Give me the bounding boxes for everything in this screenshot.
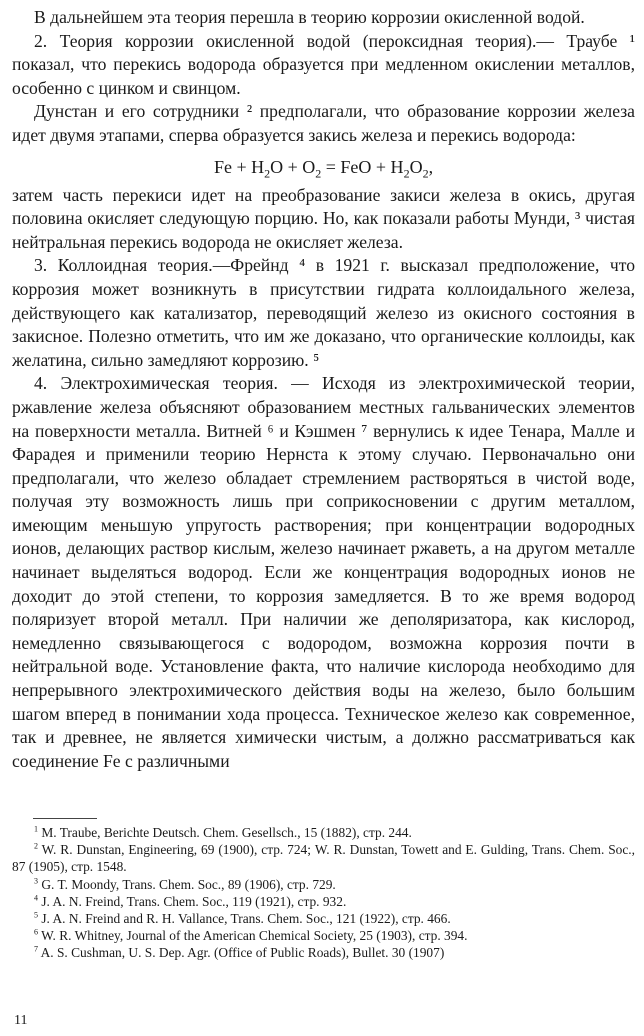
page-number: 11 [14, 1013, 28, 1028]
paragraph-electrochemical-theory: 4. Электрохимическая теория. — Исходя из электрохимической теории, ржавление железа объясняют образованием местных гальванических элементов на поверхности металла. Витней ⁶ и Кэшмен ⁷ вернулись к идее Тенара, Малле и Фарадея и применили теорию Нернста к этому случаю. Первоначально они предполагали, что железо обладает стремлением растворяться в чистой воде, получая эту возможность лишь при соприкосновении с другим металлом, имеющим меньшую упругость растворения; при концентрации водородных ионов, делающих раствор кислым, железо начинает ржаветь, а на другом металле начинает выделяться водород. Если же концентрация водородных ионов не доходит до этой степени, то коррозия замедляется. В то же время водород поляризует второй металл. При наличии же деполяризатора, как кислород, немедленно связывающегося с водородом, возможна коррозия почти в нейтральной воде. Установление факта, что наличие кислорода необходимо для непрерывного электрохимического действия воды на железо, было большим шагом вперед в понимании хода процесса. Техническое железо как современное, так и древнее, не является химически чистым, а должно рассматриваться как соединение Fe с различными [12, 373, 635, 771]
paragraph-colloid-theory: 3. Коллоидная теория.—Фрейнд ⁴ в 1921 г. высказал предположение, что коррозия может возникнуть в присутствии гидрата коллоидального железа, действующего как катализатор, переводящий железо из окисного состояния в закисное. Полезно отметить, что им же доказано, что органические коллоиды, как желатина, сильно замедляют коррозию. ⁵ [12, 255, 635, 370]
footnote-text: W. R. Whitney, Journal of the American Chemical Society, 25 (1903), стр. 394. [38, 928, 468, 944]
formula-part: Fe + H [213, 156, 265, 177]
footnote-text: W. R. Dunstan, Engineering, 69 (1900), стр. 724; W. R. Dunstan, Towett and E. Gulding, Trans. Chem. Soc., 87 (1905), стр. 1548. [12, 842, 635, 875]
footnote-number: 7 [34, 944, 38, 954]
footnote-number: 4 [34, 893, 38, 903]
formula-subscript: 2 [315, 166, 322, 181]
formula-subscript: 2 [264, 166, 271, 181]
footnote-divider [33, 818, 97, 819]
paragraph-oxidized-water-transition: В дальнейшем эта теория перешла в теорию коррозии окисленной водой. [34, 7, 585, 27]
footnote-number: 3 [34, 876, 38, 886]
formula-part: , [428, 156, 434, 177]
chemical-equation [12, 154, 635, 180]
footnote-item [12, 927, 635, 944]
footnote-number: 5 [34, 910, 38, 920]
footnote-item [12, 824, 635, 841]
footnote-text: A. S. Cushman, U. S. Dep. Agr. (Office of Public Roads), Bullet. 30 (1907) [38, 945, 445, 961]
paragraph-dunstan: Дунстан и его сотрудники ² предполагали, что образование коррозии железа идет двумя этапами, сперва образуется закись железа и перекись водорода: [12, 101, 635, 145]
footnote-text: J. A. N. Freind, Trans. Chem. Soc., 119 (1921), стр. 932. [38, 893, 347, 909]
formula-part: O + O [270, 156, 316, 177]
formula-subscript: 2 [422, 166, 429, 181]
paragraph-peroxide-theory: 2. Теория коррозии окисленной водой (пероксидная теория).— Траубе ¹ показал, что перекись водорода образуется при медленном окислении металлов, особенно с цинком и свинцом. [12, 30, 635, 98]
formula-part: O [409, 156, 423, 177]
footnote-text: M. Traube, Berichte Deutsch. Chem. Gesellsch., 15 (1882), стр. 244. [38, 825, 412, 840]
formula-subscript: 2 [403, 166, 410, 181]
footnotes [12, 824, 635, 962]
paragraph-peroxide-continuation: затем часть перекиси идет на преобразование закиси железа в окись, другая половина окисляет следующую порцию. Но, как показали работы Мунди, ³ чистая нейтральная перекись водорода не окисляет железа. [12, 184, 635, 252]
footnote-item [12, 944, 635, 961]
footnote-text: J. A. N. Freind and R. H. Vallance, Trans. Chem. Soc., 121 (1922), стр. 466. [38, 911, 451, 927]
footnote-item [12, 910, 635, 927]
footnote-item [12, 876, 635, 893]
footnote-item [12, 893, 635, 910]
footnote-item [12, 841, 635, 875]
footnote-number: 6 [34, 927, 38, 937]
formula-part: = FeO + H [321, 156, 404, 177]
main-text [12, 6, 635, 773]
footnote-number: 1 [34, 824, 38, 834]
footnote-number: 2 [34, 841, 38, 851]
footnote-text: G. T. Moondy, Trans. Chem. Soc., 89 (1906), стр. 729. [38, 876, 336, 892]
